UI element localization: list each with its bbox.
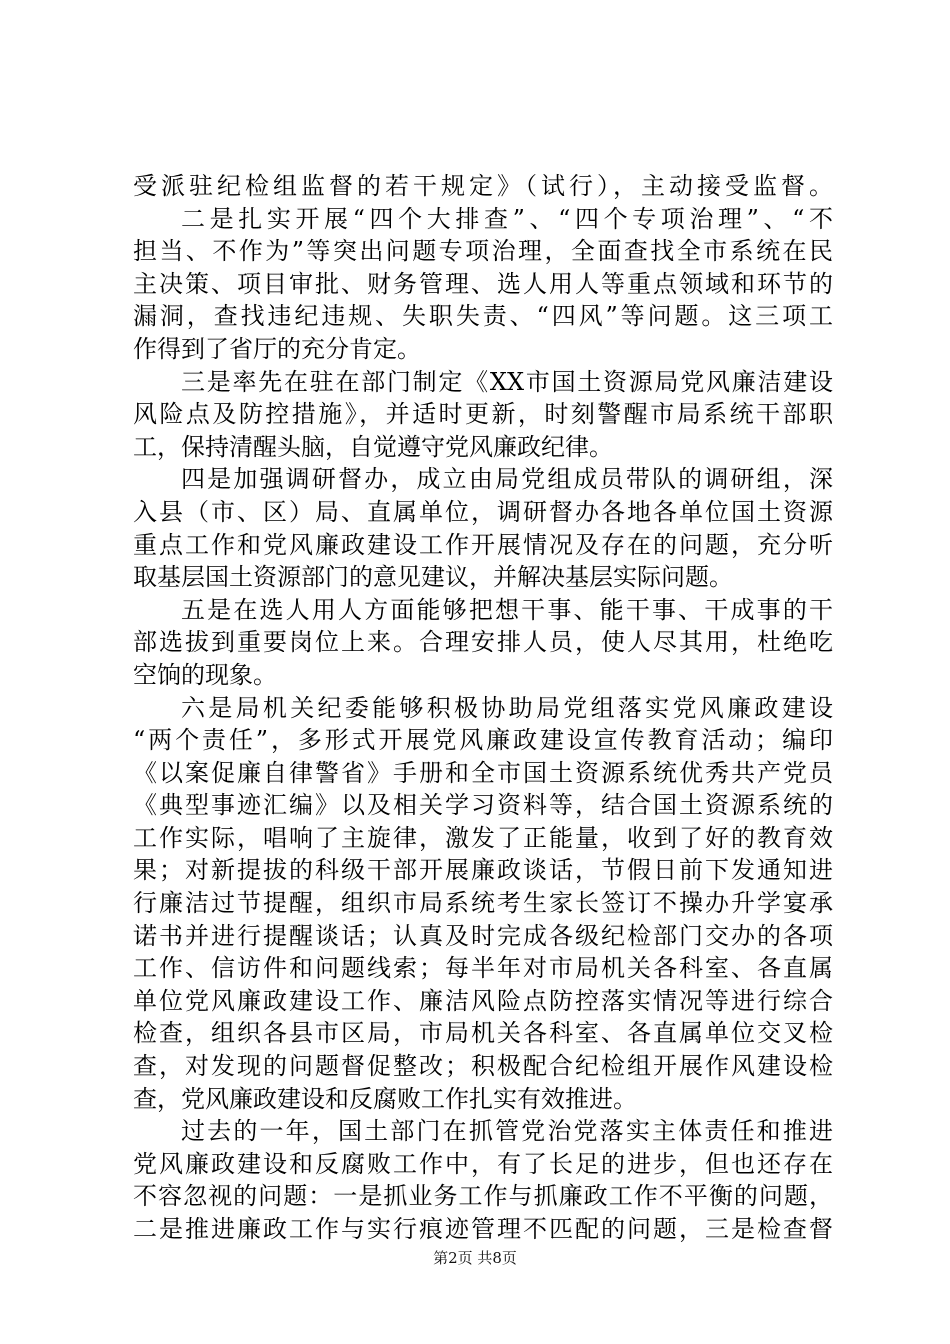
text-line: 取基层国土资源部门的意见建议，并解决基层实际问题。 bbox=[133, 563, 733, 592]
text-line: 受派驻纪检组监督的若干规定》（试行），主动接受监督。 bbox=[133, 172, 833, 200]
text-line: 不容忽视的问题：一是抓业务工作与抓廉政工作不平衡的问题， bbox=[133, 1182, 833, 1211]
text-line: 《以案促廉自律警省》手册和全市国土资源系统优秀共产党员 bbox=[133, 758, 833, 787]
text-line: 四是加强调研督办，成立由局党组成员带队的调研组，深 bbox=[181, 465, 833, 494]
text-line: 果；对新提拔的科级干部开展廉政谈话，节假日前下发通知进 bbox=[133, 856, 833, 885]
text-line: 检查，组织各县市区局，市局机关各科室、各直属单位交叉检 bbox=[133, 1019, 833, 1048]
text-line: 工作实际，唱响了主旋律，激发了正能量，收到了好的教育效 bbox=[133, 823, 833, 852]
text-line: 重点工作和党风廉政建设工作开展情况及存在的问题，充分听 bbox=[133, 530, 833, 559]
text-line: 部选拔到重要岗位上来。合理安排人员，使人尽其用，杜绝吃 bbox=[133, 628, 833, 657]
page-number: 第2页 共8页 bbox=[433, 1249, 517, 1267]
text-line: 入县（市、区）局、直属单位，调研督办各地各单位国土资源 bbox=[133, 497, 833, 526]
text-line: 党风廉政建设和反腐败工作中，有了长足的进步，但也还存在 bbox=[133, 1149, 833, 1178]
text-line: 行廉洁过节提醒，组织市局系统考生家长签订不操办升学宴承 bbox=[133, 889, 833, 918]
text-line: 三是率先在驻在部门制定《XX市国土资源局党风廉洁建设 bbox=[181, 367, 833, 396]
text-line: 查，党风廉政建设和反腐败工作扎实有效推进。 bbox=[133, 1084, 637, 1113]
page-footer bbox=[0, 1248, 950, 1268]
text-line: “两个责任”，多形式开展党风廉政建设宣传教育活动；编印 bbox=[133, 726, 833, 755]
body-text bbox=[133, 170, 833, 1246]
text-line: 漏洞，查找违纪违规、失职失责、“四风”等问题。这三项工 bbox=[133, 302, 833, 331]
text-line: 过去的一年，国土部门在抓管党治党落实主体责任和推进 bbox=[181, 1117, 833, 1146]
text-line: 六是局机关纪委能够积极协助局党组落实党风廉政建设 bbox=[181, 693, 833, 722]
text-line: 工，保持清醒头脑，自觉遵守党风廉政纪律。 bbox=[133, 432, 613, 461]
text-line: 担当、不作为”等突出问题专项治理，全面查找全市系统在民 bbox=[133, 237, 833, 266]
text-line: 诺书并进行提醒谈话；认真及时完成各级纪检部门交办的各项 bbox=[133, 921, 833, 950]
text-line: 二是推进廉政工作与实行痕迹管理不匹配的问题，三是检查督 bbox=[133, 1215, 833, 1243]
text-line: 查，对发现的问题督促整改；积极配合纪检组开展作风建设检 bbox=[133, 1052, 833, 1081]
text-line: 工作、信访件和问题线索；每半年对市局机关各科室、各直属 bbox=[133, 954, 833, 983]
text-line: 空饷的现象。 bbox=[133, 660, 277, 689]
text-line: 作得到了省厅的充分肯定。 bbox=[133, 334, 421, 363]
text-line: 主决策、项目审批、财务管理、选人用人等重点领域和环节的 bbox=[133, 269, 833, 298]
text-line: 单位党风廉政建设工作、廉洁风险点防控落实情况等进行综合 bbox=[133, 986, 833, 1015]
text-line: 《典型事迹汇编》以及相关学习资料等，结合国土资源系统的 bbox=[133, 791, 833, 820]
text-line: 五是在选人用人方面能够把想干事、能干事、干成事的干 bbox=[181, 595, 833, 624]
text-line: 二是扎实开展“四个大排查”、“四个专项治理”、“不 bbox=[181, 204, 833, 233]
text-line: 风险点及防控措施》，并适时更新，时刻警醒市局系统干部职 bbox=[133, 400, 833, 429]
